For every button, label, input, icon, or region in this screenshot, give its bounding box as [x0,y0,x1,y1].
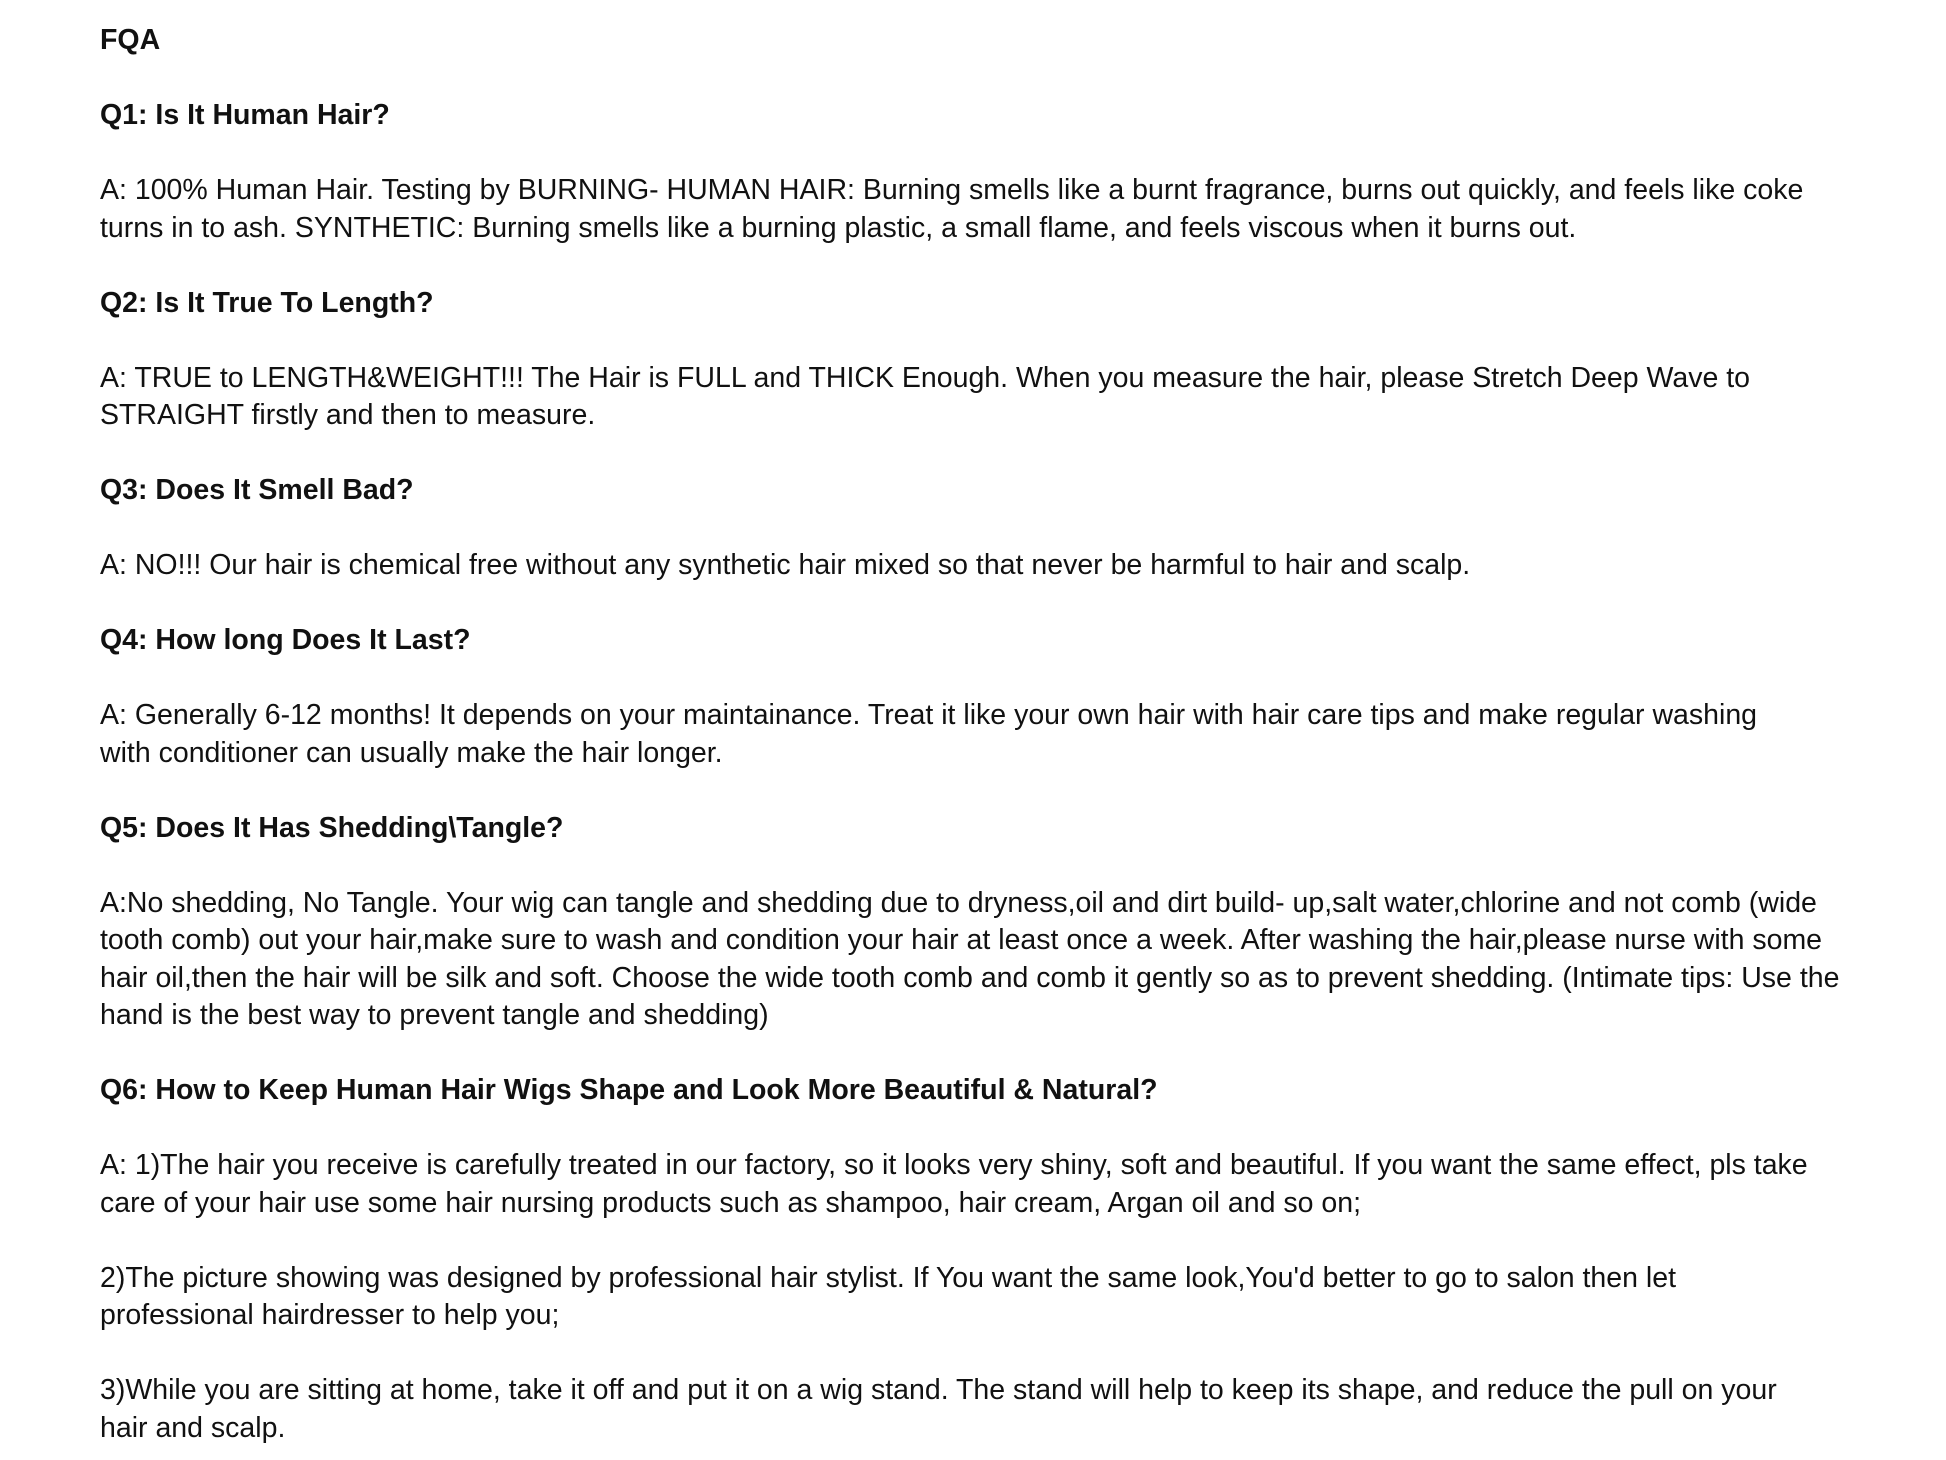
faq-answer-6-part-3: 3)While you are sitting at home, take it off and put it on a wig stand. The stand will help to keep its shape, and reduce the pull on your hair and scalp. [100,1374,1777,1444]
faq-answer-5: A:No shedding, No Tangle. Your wig can tangle and shedding due to dryness,oil and dirt build- up,salt water,chlorine and not comb (wide tooth comb) out your hair,make sure to wash and condition your hair at least once a week. After washing the hair,please nurse with some hair oil,then the hair will be silk and soft. Choose the wide tooth comb and comb it gently so as to prevent shedding. (Intimate tips: Use the hand is the best way to prevent tangle and shedding) [100,886,1840,1031]
faq-question-6: Q6: How to Keep Human Hair Wigs Shape and Look More Beautiful & Natural? [100,1074,1158,1106]
page-title: FQA [100,24,161,56]
faq-question-2: Q2: Is It True To Length? [100,286,434,319]
faq-answer-6-part-1: A: 1)The hair you receive is carefully treated in our factory, so it looks very shiny, soft and beautiful. If you want the same effect, pls take care of your hair use some hair nursing products such as shampoo, hair cream, Argan oil and so on; [100,1149,1808,1219]
faq-answer-1: A: 100% Human Hair. Testing by BURNING- HUMAN HAIR: Burning smells like a burnt fragrance, burns out quickly, and feels like coke turns in to ash. SYNTHETIC: Burning smells like a burning plastic, a small flame, and feels viscous when it burns out. [100,174,1804,244]
faq-answer-6-part-2: 2)The picture showing was designed by professional hair stylist. If You want the same look,You'd better to go to salon then let professional hairdresser to help you; [100,1261,1677,1331]
faq-question-1: Q1: Is It Human Hair? [100,99,390,131]
faq-document [100,22,1860,1447]
faq-answer-2: A: TRUE to LENGTH&WEIGHT!!! The Hair is FULL and THICK Enough. When you measure the hair, please Stretch Deep Wave to STRAIGHT firstly and then to measure. [100,361,1750,431]
faq-question-4: Q4: How long Does It Last? [100,624,471,656]
faq-answer-4: A: Generally 6-12 months! It depends on your maintainance. Treat it like your own hair with hair care tips and make regular washing with conditioner can usually make the hair longer. [100,699,1758,769]
faq-answer-3: A: NO!!! Our hair is chemical free without any synthetic hair mixed so that never be harmful to hair and scalp. [100,549,1471,581]
faq-question-3: Q3: Does It Smell Bad? [100,474,414,506]
faq-question-5: Q5: Does It Has Shedding\Tangle? [100,811,564,844]
